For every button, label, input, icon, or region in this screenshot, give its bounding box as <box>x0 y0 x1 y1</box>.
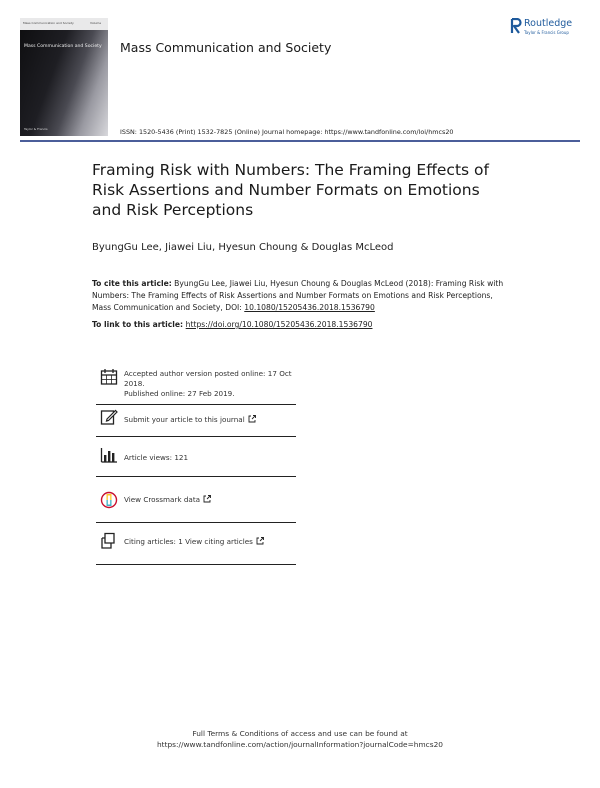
citing-articles-link[interactable] <box>124 537 296 547</box>
accepted-date-text: Accepted author version posted online: 17 Oct 2018. <box>124 369 292 388</box>
article-views-text: Article views: 121 <box>124 453 189 462</box>
citation-text: ByungGu Lee, Jiawei Liu, Hyesun Choung & Douglas McLeod (2018): Framing Risk with Numbers: The Framing Effects of Risk Assertions and Number Formats on Emotions and Risk Perceptions, Mass Communication and Society, DOI: <box>92 279 504 312</box>
issn-text: ISSN: 1520-5436 (Print) 1532-7825 (Online) Journal homepage: <box>120 128 325 136</box>
cover-header-band <box>20 18 108 30</box>
crossmark-label: View Crossmark data <box>124 495 201 504</box>
crossmark-item[interactable] <box>96 476 296 523</box>
header-divider <box>20 140 580 142</box>
cover-header-text: Mass Communication and Society <box>23 21 74 25</box>
calendar-icon <box>100 368 118 386</box>
article-link-label: To link to this article: <box>92 320 186 329</box>
terms-url[interactable]: https://www.tandfonline.com/action/journalInformation?journalCode=hmcs20 <box>157 740 443 749</box>
publication-dates-item <box>96 362 296 405</box>
external-link-icon <box>248 415 256 423</box>
submit-article-link[interactable] <box>124 415 296 425</box>
article-authors: ByungGu Lee, Jiawei Liu, Hyesun Choung & Douglas McLeod <box>92 242 394 253</box>
citing-articles-item[interactable] <box>96 522 296 565</box>
terms-footer <box>0 728 600 750</box>
external-link-icon <box>256 537 264 545</box>
published-date-text: Published online: 27 Feb 2019. <box>124 389 235 398</box>
citing-articles-icon <box>100 532 118 550</box>
article-views-item <box>96 436 296 477</box>
article-doi-url[interactable]: https://doi.org/10.1080/15205436.2018.1536790 <box>185 320 373 329</box>
terms-text: Full Terms & Conditions of access and use can be found at <box>192 729 408 738</box>
citation-doi-link[interactable]: 10.1080/15205436.2018.1536790 <box>244 303 375 312</box>
article-title: Framing Risk with Numbers: The Framing Effects of Risk Assertions and Number Formats on Emotions and Risk Perceptions <box>92 161 489 219</box>
cover-publisher-mark: Taylor & Francis <box>24 127 48 131</box>
citation-block <box>92 278 512 314</box>
routledge-logo-icon <box>510 18 522 34</box>
bar-chart-icon <box>100 446 118 464</box>
article-link-line <box>92 320 372 329</box>
submit-article-item[interactable] <box>96 404 296 437</box>
cover-header-volume: Volume <box>90 21 102 25</box>
external-link-icon <box>203 495 211 503</box>
publisher-name: Routledge <box>524 18 573 29</box>
journal-cover-image <box>20 18 108 136</box>
citing-articles-label: Citing articles: 1 View citing articles <box>124 537 253 546</box>
journal-homepage-link[interactable]: https://www.tandfonline.com/loi/hmcs20 <box>324 128 454 136</box>
issn-line <box>120 128 453 136</box>
crossmark-link[interactable] <box>124 495 296 505</box>
publisher-subtitle: Taylor & Francis Group <box>524 30 569 35</box>
citation-label: To cite this article: <box>92 279 172 288</box>
pencil-edit-icon <box>100 408 118 426</box>
journal-name: Mass Communication and Society <box>120 40 332 55</box>
cover-title: Mass Communication and Society <box>24 44 102 49</box>
submit-article-label: Submit your article to this journal <box>124 415 245 424</box>
crossmark-icon <box>100 491 118 509</box>
